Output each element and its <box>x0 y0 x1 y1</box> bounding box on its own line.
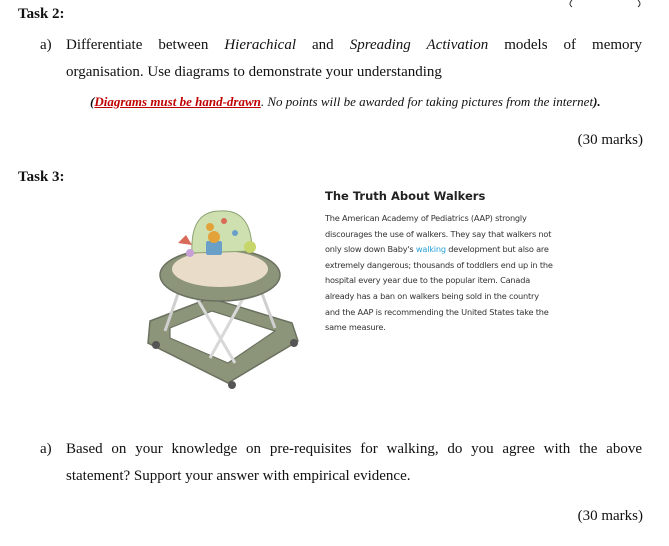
task3-heading: Task 3: <box>18 169 65 185</box>
article-title: The Truth About Walkers <box>325 189 486 203</box>
baby-walker-image <box>140 203 305 393</box>
note-open-paren: ( <box>90 94 95 109</box>
task2-heading: Task 2: <box>18 6 65 22</box>
task2-question-line1 <box>66 31 642 59</box>
task2-marks: (30 marks) <box>577 132 643 148</box>
article-text: development but also are extremely dangerous; thousands of toddlers end up in the hospital every year due to the popular item. Canada already has a ban on walkers being sold in the country and the AAP is recommending the United States take the same measure. <box>325 244 553 333</box>
task2-question-line2: organisation. Use diagrams to demonstrate your understanding <box>66 64 442 80</box>
task3-item-label: a) <box>40 441 52 457</box>
corner-mark-bracket <box>568 0 648 8</box>
article-body <box>325 211 555 336</box>
note-rest: . No points will be awarded for taking pictures from the internet <box>260 94 594 109</box>
spreading-activation-term: Spreading Activation <box>349 37 489 53</box>
task2-note <box>90 94 601 110</box>
task2-text: Differentiate between <box>66 37 209 53</box>
task3-marks: (30 marks) <box>577 508 643 524</box>
task2-text: models of memory <box>504 37 643 53</box>
walking-link[interactable]: walking <box>415 244 446 255</box>
task3-question-line1: Based on your knowledge on pre-requisites for walking, do you agree with the above <box>66 441 642 457</box>
task2-item-label: a) <box>40 37 52 53</box>
hierachical-term: Hierachical <box>224 37 296 53</box>
article-text: The American Academy of Pediatrics (AAP) strongly discourages the use of walkers. They say that walkers not only slow down Baby's <box>325 213 552 255</box>
task2-text: and <box>312 37 334 53</box>
task3-question-line2: statement? Support your answer with empirical evidence. <box>66 468 411 484</box>
note-close-paren: ). <box>593 94 601 109</box>
hand-drawn-requirement: Diagrams must be hand-drawn <box>94 94 261 109</box>
